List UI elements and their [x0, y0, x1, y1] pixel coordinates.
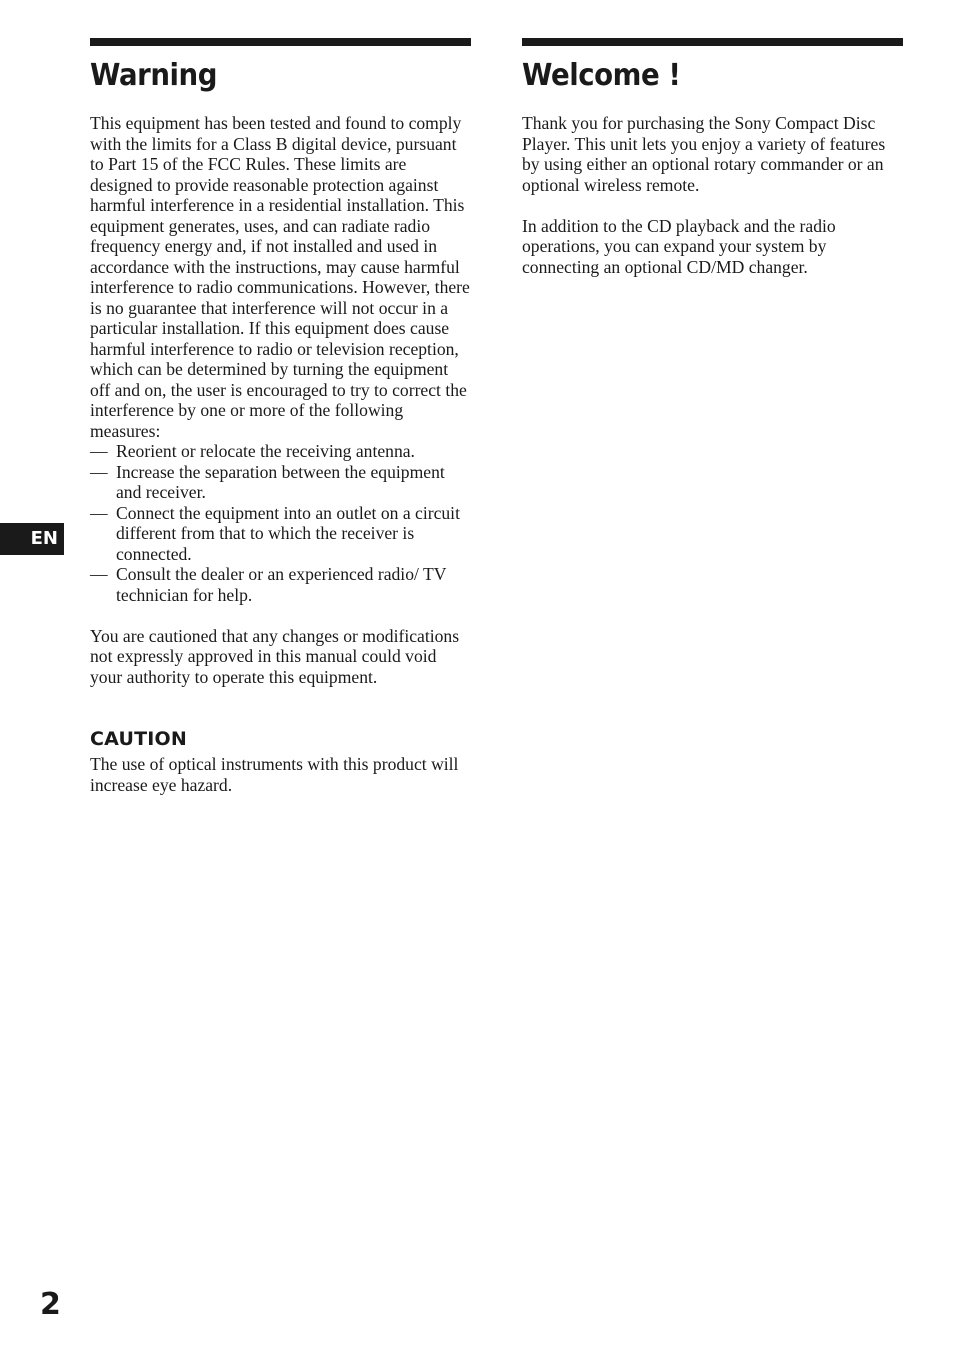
- measures-list: [90, 441, 471, 605]
- welcome-paragraph: In addition to the CD playback and the radio operations, you can expand your system by connecting an optional CD/MD changer.: [522, 215, 836, 277]
- welcome-paragraph: Thank you for purchasing the Sony Compact Disc Player. This unit lets you enjoy a variety of features by using either an optional rotary commander or an optional wireless remote.: [522, 113, 886, 195]
- list-item: [90, 441, 471, 462]
- warning-section: [90, 38, 471, 795]
- measure-text: Increase the separation between the equipment and receiver.: [116, 461, 445, 502]
- welcome-heading: Welcome !: [522, 58, 681, 93]
- warning-intro: This equipment has been tested and found to comply with the limits for a Class B digital device, pursuant to Part 15 of the FCC Rules. These limits are designed to provide reasonable protection against harmful interference in a residential installation. This equipment generates, uses, and can radiate radio frequency energy and, if not installed and used in accordance with the instructions, may cause harmful interference to radio communications. However, there is no guarantee that interference will not occur in a particular installation. If this equipment does cause harmful interference to radio or television reception, which can be determined by turning the equipment off and on, the user is encouraged to try to correct the interference by one or more of the following measures:: [90, 113, 470, 441]
- list-item: [90, 564, 471, 605]
- caution-heading: CAUTION: [90, 728, 187, 750]
- modification-notice: You are cautioned that any changes or modifications not expressly approved in this manual could void your authority to operate this equipment.: [90, 625, 460, 687]
- list-item: [90, 462, 471, 503]
- dash-bullet: —: [90, 502, 108, 523]
- measure-text: Connect the equipment into an outlet on a circuit different from that to which the receiver is connected.: [116, 502, 460, 564]
- dash-bullet: —: [90, 564, 108, 584]
- section-rule: [90, 38, 471, 46]
- page-number: 2: [40, 1287, 61, 1322]
- list-item: [90, 503, 471, 565]
- dash-bullet: —: [90, 441, 108, 461]
- welcome-section: [522, 38, 903, 277]
- measure-text: Consult the dealer or an experienced radio/ TV technician for help.: [116, 564, 447, 605]
- dash-bullet: —: [90, 461, 108, 482]
- warning-heading: Warning: [90, 58, 218, 93]
- measure-text: Reorient or relocate the receiving antenna.: [116, 441, 415, 461]
- language-tab: EN: [0, 523, 64, 555]
- section-rule: [522, 38, 903, 46]
- caution-text: The use of optical instruments with this product will increase eye hazard.: [90, 754, 459, 795]
